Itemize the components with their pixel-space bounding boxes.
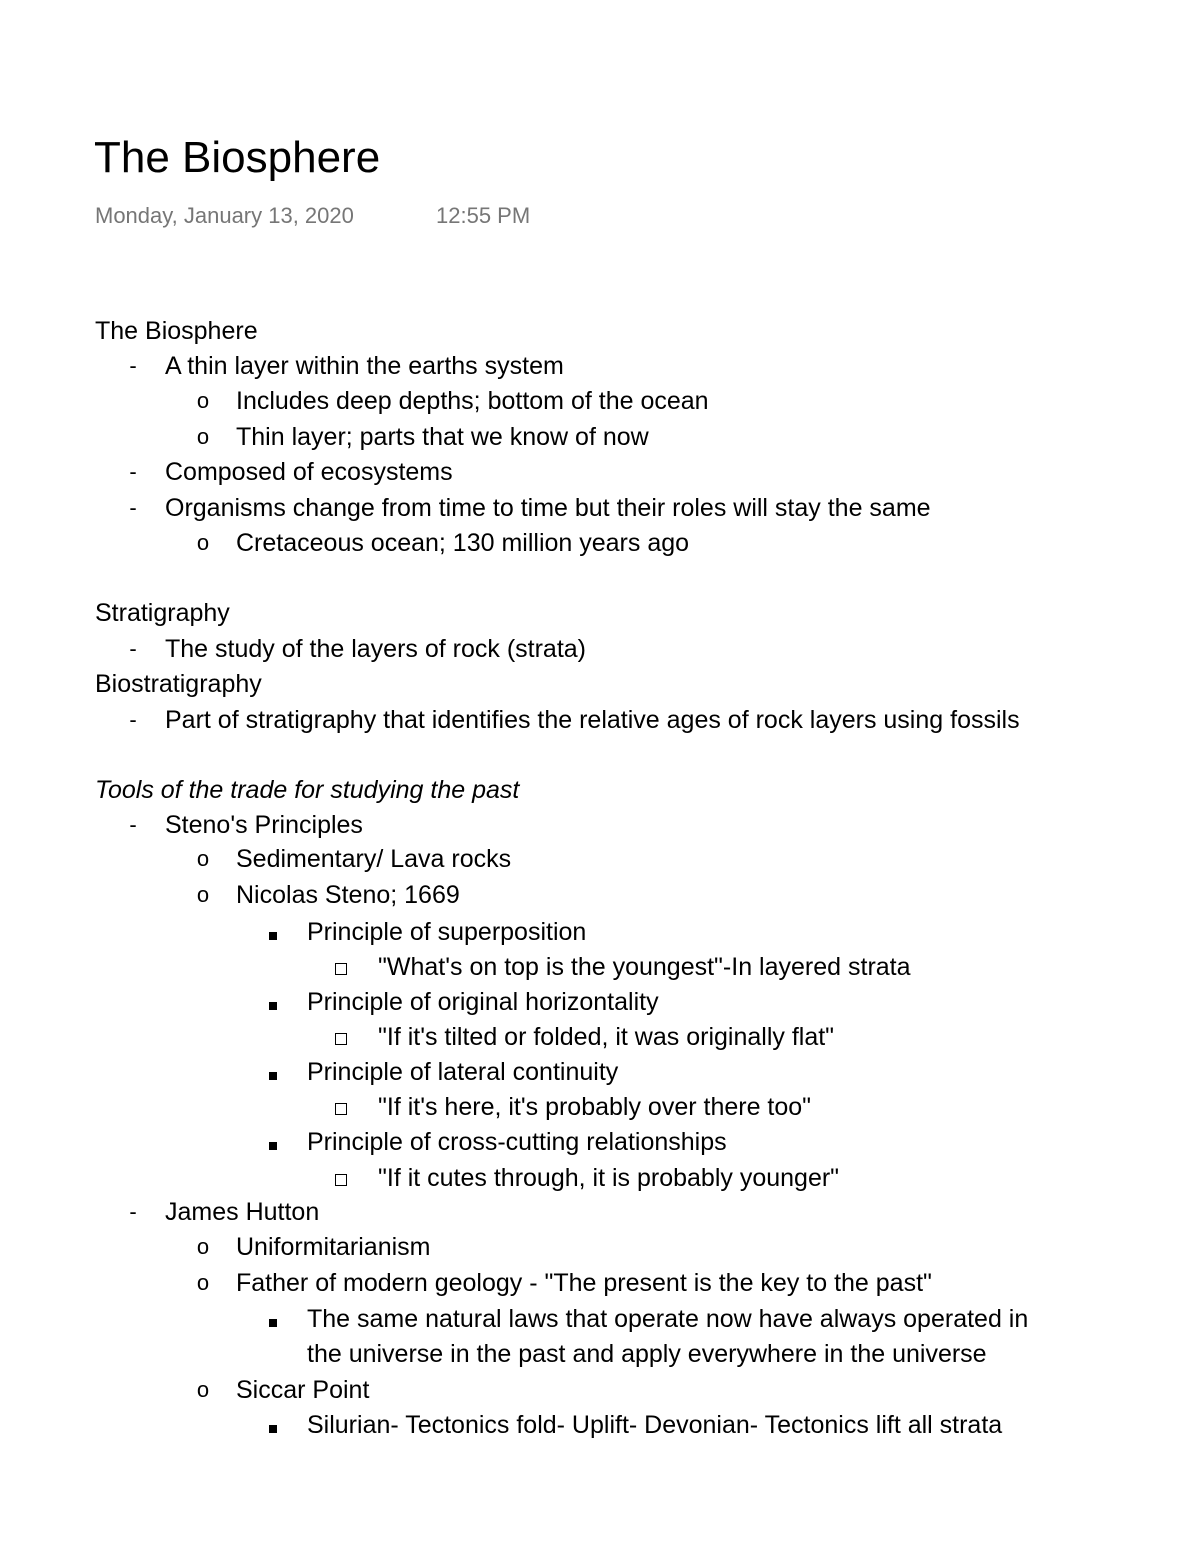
outline-line xyxy=(0,314,1200,348)
outline-item-text: Principle of original horizontality xyxy=(307,988,659,1016)
outline-item-text: A thin layer within the earths system xyxy=(165,352,564,380)
outline-line xyxy=(0,842,1200,876)
circle-bullet-icon: o xyxy=(196,388,210,413)
square-bullet-icon xyxy=(258,985,288,1019)
outline-line xyxy=(0,1020,1200,1054)
circle-bullet-icon: o xyxy=(196,424,210,449)
outline-item-text: the universe in the past and apply everywhere in the universe xyxy=(307,1340,987,1368)
note-date: Monday, January 13, 2020 xyxy=(95,203,354,228)
outline-line xyxy=(0,773,1200,807)
circle-bullet-icon: o xyxy=(196,530,210,555)
outline-line xyxy=(0,1230,1200,1264)
circle-bullet-icon: o xyxy=(196,1377,210,1402)
outline-item-text: "If it's here, it's probably over there too" xyxy=(378,1093,812,1121)
outline-line xyxy=(0,808,1200,842)
outline-line xyxy=(0,985,1200,1019)
section-heading: Tools of the trade for studying the past xyxy=(95,776,520,804)
outline-line xyxy=(0,632,1200,666)
circle-bullet-icon: o xyxy=(196,846,210,871)
checkbox-bullet-icon xyxy=(326,950,356,984)
outline-item-text: The study of the layers of rock (strata) xyxy=(165,635,586,663)
circle-bullet-icon: o xyxy=(196,1234,210,1259)
checkbox-bullet-icon xyxy=(326,1020,356,1054)
checkbox-bullet-icon xyxy=(326,1090,356,1124)
outline-line xyxy=(0,1302,1200,1336)
outline-item-text: Cretaceous ocean; 130 million years ago xyxy=(236,529,690,557)
dash-bullet-icon: - xyxy=(129,707,137,732)
empty-box-icon xyxy=(335,963,347,975)
outline-line xyxy=(0,703,1200,737)
outline-line xyxy=(0,349,1200,383)
outline-line xyxy=(0,1408,1200,1442)
note-time: 12:55 PM xyxy=(436,203,531,228)
square-bullet-icon xyxy=(258,1302,288,1336)
outline-item-text: Principle of superposition xyxy=(307,918,587,946)
section-heading: Stratigraphy xyxy=(95,599,230,627)
outline-item-text: Silurian- Tectonics fold- Uplift- Devonian- Tectonics lift all strata xyxy=(307,1411,1003,1439)
square-bullet-icon xyxy=(258,915,288,949)
outline-line xyxy=(0,1373,1200,1407)
outline-line xyxy=(0,384,1200,418)
outline-line xyxy=(0,1266,1200,1300)
square-bullet-icon xyxy=(258,1055,288,1089)
outline-item-text: Steno's Principles xyxy=(165,811,363,839)
square-bullet-icon xyxy=(258,1408,288,1442)
circle-bullet-icon: o xyxy=(196,1270,210,1295)
outline-item-text: Principle of cross-cutting relationships xyxy=(307,1128,727,1156)
outline-line xyxy=(0,1125,1200,1159)
outline-item-text: Principle of lateral continuity xyxy=(307,1058,619,1086)
outline-item-text: Father of modern geology - "The present is the key to the past" xyxy=(236,1269,932,1297)
outline-line xyxy=(0,1055,1200,1089)
filled-square-icon xyxy=(269,1425,277,1433)
outline-item-text: The same natural laws that operate now have always operated in xyxy=(307,1305,1029,1333)
outline-line xyxy=(0,526,1200,560)
empty-box-icon xyxy=(335,1174,347,1186)
outline-line xyxy=(0,420,1200,454)
filled-square-icon xyxy=(269,1319,277,1327)
section-heading: The Biosphere xyxy=(95,317,258,345)
outline-line xyxy=(0,1337,1200,1371)
outline-item-text: Includes deep depths; bottom of the ocean xyxy=(236,387,709,415)
outline-line xyxy=(0,878,1200,912)
outline-line xyxy=(0,455,1200,489)
outline-line xyxy=(0,1161,1200,1195)
page-title: The Biosphere xyxy=(94,133,381,182)
dash-bullet-icon: - xyxy=(129,495,137,520)
circle-bullet-icon: o xyxy=(196,882,210,907)
outline-item-text: "What's on top is the youngest"-In layered strata xyxy=(378,953,911,981)
filled-square-icon xyxy=(269,1072,277,1080)
outline-line xyxy=(0,596,1200,630)
outline-line xyxy=(0,667,1200,701)
outline-item-text: Thin layer; parts that we know of now xyxy=(236,423,649,451)
dash-bullet-icon: - xyxy=(129,459,137,484)
checkbox-bullet-icon xyxy=(326,1161,356,1195)
dash-bullet-icon: - xyxy=(129,636,137,661)
square-bullet-icon xyxy=(258,1125,288,1159)
outline-item-text: Part of stratigraphy that identifies the relative ages of rock layers using fossils xyxy=(165,706,1020,734)
outline-item-text: Uniformitarianism xyxy=(236,1233,431,1261)
filled-square-icon xyxy=(269,932,277,940)
outline-item-text: Organisms change from time to time but their roles will stay the same xyxy=(165,494,931,522)
empty-box-icon xyxy=(335,1103,347,1115)
dash-bullet-icon: - xyxy=(129,1199,137,1224)
dash-bullet-icon: - xyxy=(129,353,137,378)
outline-item-text: Nicolas Steno; 1669 xyxy=(236,881,460,909)
outline-item-text: "If it's tilted or folded, it was originally flat" xyxy=(378,1023,835,1051)
outline-line xyxy=(0,1090,1200,1124)
outline-item-text: Composed of ecosystems xyxy=(165,458,453,486)
outline-line xyxy=(0,1195,1200,1229)
filled-square-icon xyxy=(269,1002,277,1010)
outline-item-text: Sedimentary/ Lava rocks xyxy=(236,845,512,873)
outline-line xyxy=(0,950,1200,984)
empty-box-icon xyxy=(335,1033,347,1045)
outline-line xyxy=(0,915,1200,949)
filled-square-icon xyxy=(269,1142,277,1150)
dash-bullet-icon: - xyxy=(129,812,137,837)
section-heading: Biostratigraphy xyxy=(95,670,262,698)
outline-line xyxy=(0,491,1200,525)
outline-item-text: James Hutton xyxy=(165,1198,320,1226)
outline-item-text: Siccar Point xyxy=(236,1376,370,1404)
outline-item-text: "If it cutes through, it is probably younger" xyxy=(378,1164,840,1192)
